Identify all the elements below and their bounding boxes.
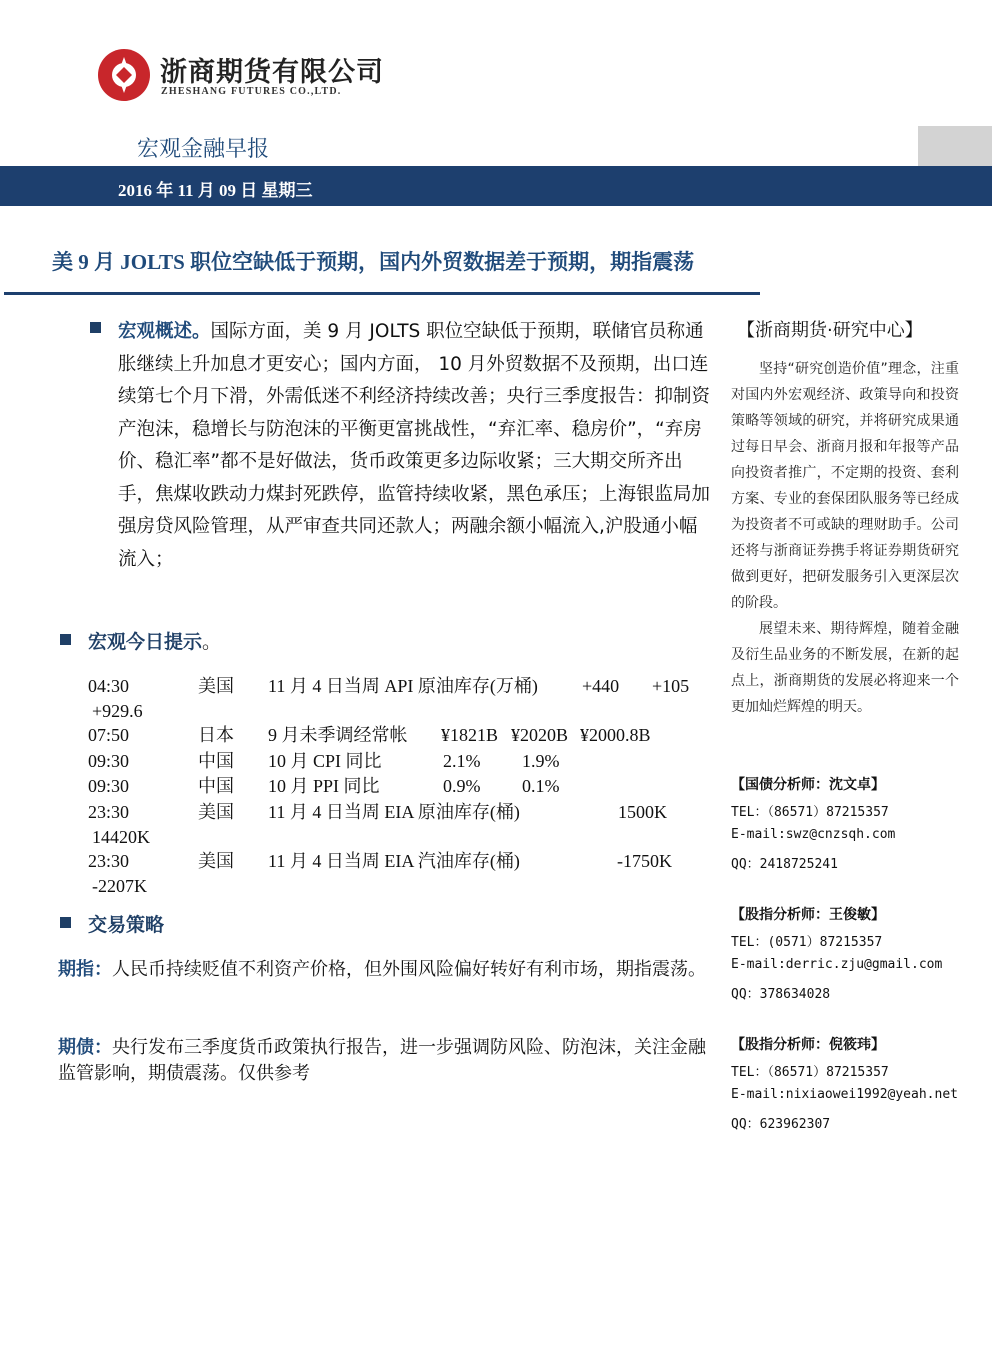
cal-country: 美国 — [198, 676, 234, 696]
cal-value: 1.9% — [522, 751, 560, 771]
analyst-qq: QQ：2418725241 — [731, 857, 838, 872]
cal-item: 10 月 PPI 同比 — [268, 776, 380, 796]
cal-value: ¥2020B — [511, 725, 569, 745]
analyst-email[interactable]: E-mail:nixiaowei1992@yeah.net — [731, 1087, 958, 1102]
cal-value: 2.1% — [443, 751, 481, 771]
analyst-title: 【国债分析师：沈文卓】 — [731, 777, 885, 793]
cal-value: -2207K — [92, 876, 147, 896]
bullet-icon — [60, 634, 71, 645]
analyst-tel: TEL：（86571）87215357 — [731, 1065, 889, 1080]
cal-time: 23:30 — [88, 851, 130, 871]
cal-time: 07:50 — [88, 725, 130, 745]
cal-value: +929.6 — [92, 701, 143, 721]
cal-value: ¥1821B — [441, 725, 499, 745]
research-center-intro: 坚持“研究创造价值”理念，注重对国内外宏观经济、政策导向和投资策略等领域的研究，并将研究成果通过每日早会、浙商月报和年报等产品向投资者推广，不定期的投资、套利方案、专业的套保团队服务等已经成为投资者不可或缺的理财助手。公司还将与浙商证券携手将证券期货研究做到更好，把研发服务引入更深层次的阶段。 展望未来、期待辉煌，随着金融及衍生品业务的不断发展，在新的起点上，浙商期货的发展必将迎来一个更加灿烂辉煌的明天。 — [731, 361, 959, 715]
cal-item: 11 月 4 日当周 EIA 汽油库存(桶) — [268, 851, 520, 871]
cal-country: 中国 — [198, 751, 234, 771]
cal-country: 日本 — [198, 725, 234, 745]
cal-country: 中国 — [198, 776, 234, 796]
cal-time: 23:30 — [88, 802, 130, 822]
analyst-qq: QQ：378634028 — [731, 987, 831, 1002]
company-name-en: ZHESHANG FUTURES CO.,LTD. — [161, 86, 342, 97]
headline-divider — [4, 292, 760, 295]
analyst-title: 【股指分析师：王俊敏】 — [731, 907, 885, 923]
company-name-cn: 浙商期货有限公司 — [160, 57, 384, 88]
cal-item: 11 月 4 日当周 API 原油库存(万桶) — [268, 676, 538, 696]
overview-label: 宏观概述。 — [118, 321, 211, 342]
cal-value: +440 — [582, 676, 620, 696]
cal-time: 04:30 — [88, 676, 130, 696]
analyst-qq: QQ：623962307 — [731, 1117, 831, 1132]
headline: 美 9 月 JOLTS 职位空缺低于预期，国内外贸数据差于预期，期指震荡 — [52, 250, 695, 274]
overview-paragraph — [118, 316, 714, 576]
analyst-tel: TEL：（86571）87215357 — [731, 805, 889, 820]
report-date: 2016 年 11 月 09 日 星期三 — [118, 181, 313, 200]
cal-item: 9 月未季调经常帐 — [268, 725, 408, 745]
strategy-item-index: 期指：人民币持续贬值不利资产价格，但外围风险偏好转好有利市场，期指震荡。 — [58, 959, 706, 980]
today-section-title: 宏观今日提示。 — [88, 631, 222, 653]
company-logo-icon — [97, 48, 151, 102]
analyst-email[interactable]: E-mail:derric.zju@gmail.com — [731, 957, 943, 972]
cal-item: 11 月 4 日当周 EIA 原油库存(桶) — [268, 802, 520, 822]
cal-value: 14420K — [92, 827, 150, 847]
overview-text: 国际方面，美 9 月 JOLTS 职位空缺低于预期，联储官员称通胀继续上升加息才更安心；国内方面， 10 月外贸数据不及预期，出口连续第七个月下滑，外需低迷不利经济持续改善；央行三季度报告：抑制资产泡沫，稳增长与防泡沫的平衡更富挑战性，“弃汇率、稳房价”，“弃房价、稳汇率”都不是好做法，货币政策更多边际收紧；三大期交所齐出手，焦煤收跌动力煤封死跌停，监管持续收紧，黑色承压；上海银监局加强房贷风险管理，从严审查共同还款人；两融余额小幅流入,沪股通小幅流入； — [118, 321, 711, 570]
cal-country: 美国 — [198, 802, 234, 822]
analyst-tel: TEL：(0571）87215357 — [731, 935, 883, 950]
research-center-title: 【浙商期货·研究中心】 — [737, 320, 923, 341]
bullet-icon — [90, 322, 101, 333]
cal-value: 0.9% — [443, 776, 481, 796]
cal-value: 0.1% — [522, 776, 560, 796]
strategy-item-bond: 期债：央行发布三季度货币政策执行报告，进一步强调防风险、防泡沫，关注金融监管影响，期债震荡。仅供参考 — [58, 1037, 706, 1084]
cal-time: 09:30 — [88, 776, 130, 796]
analyst-title: 【股指分析师：倪筱玮】 — [731, 1037, 885, 1053]
cal-time: 09:30 — [88, 751, 130, 771]
cal-item: 10 月 CPI 同比 — [268, 751, 382, 771]
cal-country: 美国 — [198, 851, 234, 871]
strategy-title: 交易策略 — [88, 914, 165, 936]
cal-value: 1500K — [618, 802, 667, 822]
report-type: 宏观金融早报 — [137, 137, 270, 162]
cal-value: +105 — [652, 676, 690, 696]
cal-value: ¥2000.8B — [580, 725, 651, 745]
header-decoration — [918, 126, 992, 166]
cal-value: -1750K — [617, 851, 672, 871]
bullet-icon — [60, 917, 71, 928]
analyst-email[interactable]: E-mail:swz@cnzsqh.com — [731, 827, 896, 842]
